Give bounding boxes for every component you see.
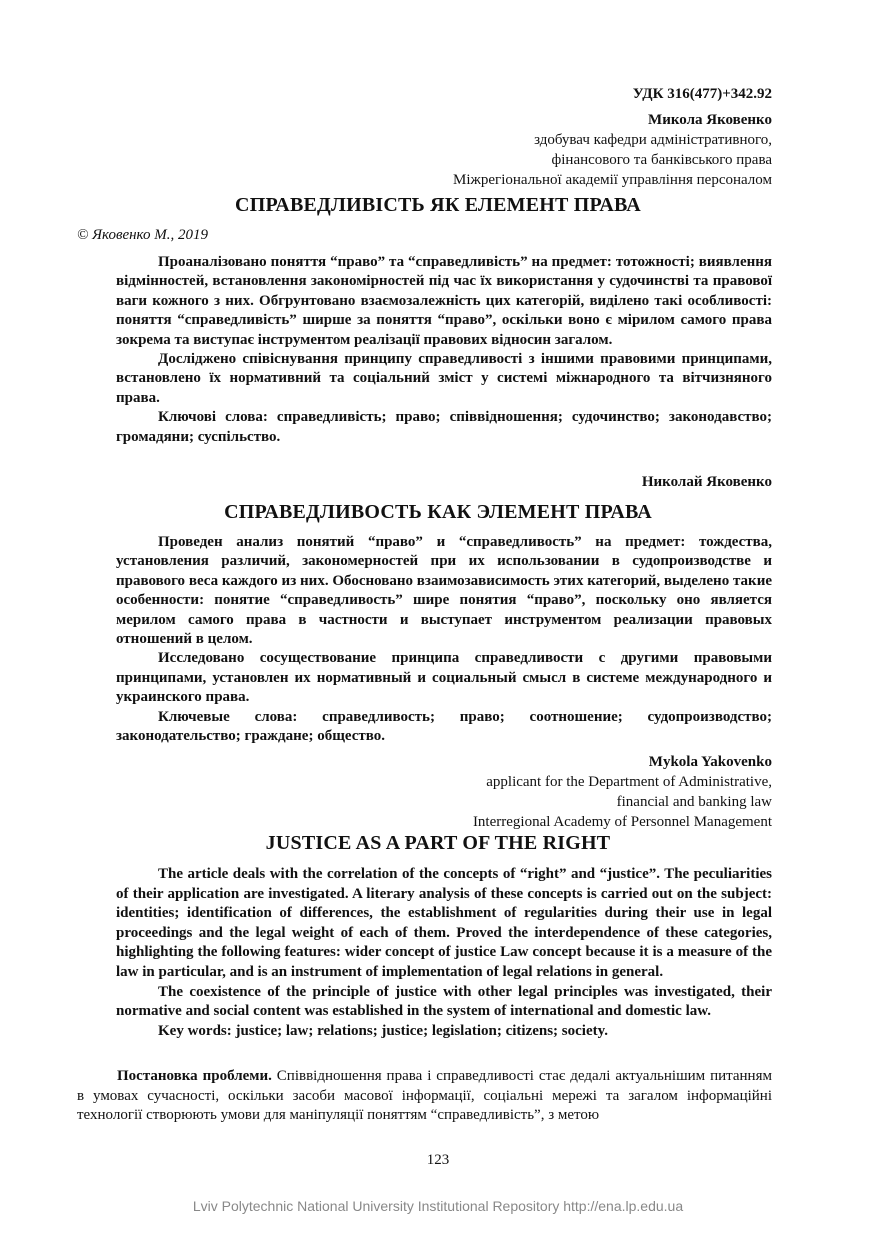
udk-code: УДК 316(477)+342.92: [632, 86, 772, 102]
ru-title: СПРАВЕДЛИВОСТЬ КАК ЭЛЕМЕНТ ПРАВА: [224, 501, 652, 523]
ua-author-block: [453, 110, 772, 190]
section-heading-lead: Постановка проблеми.: [117, 1068, 272, 1084]
en-abstract-paragraph: The coexistence of the principle of justice with other legal principles was investigated, their normative and social content was established in the system of international and domestic law.: [116, 983, 772, 1020]
ru-keywords: Ключевые слова: справедливость; право; соотношение; судопроизводство; законодательство; граждане; общество.: [116, 708, 772, 745]
ru-abstract: [116, 533, 772, 746]
ua-abstract-paragraph: Проаналізовано поняття “право” та “справедливість” на предмет: тотожності; виявлення відмінностей, встановлення закономірностей під час їх використання у судочинстві та правової ваги кожного з них. Обгрунтовано взаємозалежність цих категорій, виділено такі особливості: поняття “справедливість” ширше за поняття “право”, оскільки воно є мірилом самого права зокрема та виступає інструментом реалізації правових відносин загалом.: [116, 254, 772, 348]
ua-affiliation-line: фінансового та банківського права: [551, 152, 772, 168]
en-author-block: [473, 752, 772, 832]
ua-affiliation-line: Міжрегіональної академії управління персоналом: [453, 172, 772, 188]
ua-abstract-paragraph: Досліджено співіснування принципу справедливості з іншими правовими принципами, встановлено їх нормативний та соціальний зміст у системі міжнародного та вітчизняного права.: [116, 351, 772, 406]
en-affiliation-line: applicant for the Department of Administrative,: [486, 774, 772, 790]
copyright: © Яковенко М., 2019: [77, 227, 209, 243]
en-title: JUSTICE AS A PART OF THE RIGHT: [265, 832, 611, 854]
ua-keywords: Ключові слова: справедливість; право; співвідношення; судочинство; законодавство; громадяни; суспільство.: [116, 409, 772, 445]
ru-abstract-paragraph: Исследовано сосуществование принципа справедливости с другими правовыми принципами, установлен их нормативный и социальный смысл в системе международного и украинского права.: [116, 650, 772, 706]
ru-abstract-paragraph: Проведен анализ понятий “право” и “справедливость” на предмет: тождества, установления различий, закономерностей при их использовании в судопроизводстве и правового веса каждого из них. Обосновано взаимозависимость этих категорий, выделено такие особенности: понятие “справедливость” шире понятия “право”, поскольку оно является мерилом самого права в частности и выступает инструментом реализации правовых отношений в целом.: [116, 534, 772, 648]
ua-author-name: Микола Яковенко: [648, 112, 772, 128]
body-paragraph: [77, 1067, 772, 1126]
en-abstract-paragraph: The article deals with the correlation of the concepts of “right” and “justice”. The peculiarities of their application are investigated. A literary analysis of these concepts is carried out on the subject: identities; identification of differences, the establishment of regularities during their use in legal proceedings and the legal weight of each of them. Proved the interdependence of these categories, highlighting the following features: wider concept of justice Law concept because it is a measure of the law in particular, and is an instrument of implementation of legal relations in general.: [116, 866, 772, 980]
ua-title: СПРАВЕДЛИВІСТЬ ЯК ЕЛЕМЕНТ ПРАВА: [235, 194, 641, 216]
body-paragraph-text: Співвідношення права і справедливості стає дедалі актуальнішим питанням в умовах сучасності, оскільки засоби масової інформації, соціальні мережі та загалом інформаційні технології створюють умови для маніпуляції поняттям “справедливість”, з метою: [77, 1068, 772, 1123]
body-text: [77, 1067, 772, 1126]
ua-abstract: [116, 253, 772, 447]
en-abstract: [116, 865, 772, 1041]
repository-footer: Lviv Polytechnic National University Institutional Repository http://ena.lp.edu.ua: [192, 1198, 684, 1214]
ru-author-name: Николай Яковенко: [641, 474, 772, 490]
ua-affiliation-line: здобувач кафедри адміністративного,: [534, 132, 772, 148]
en-affiliation-line: financial and banking law: [616, 794, 772, 810]
en-affiliation-line: Interregional Academy of Personnel Management: [472, 814, 772, 830]
en-keywords: Key words: justice; law; relations; justice; legislation; citizens; society.: [158, 1022, 609, 1039]
page-number: 123: [426, 1152, 450, 1168]
en-author-name: Mykola Yakovenko: [648, 754, 772, 770]
